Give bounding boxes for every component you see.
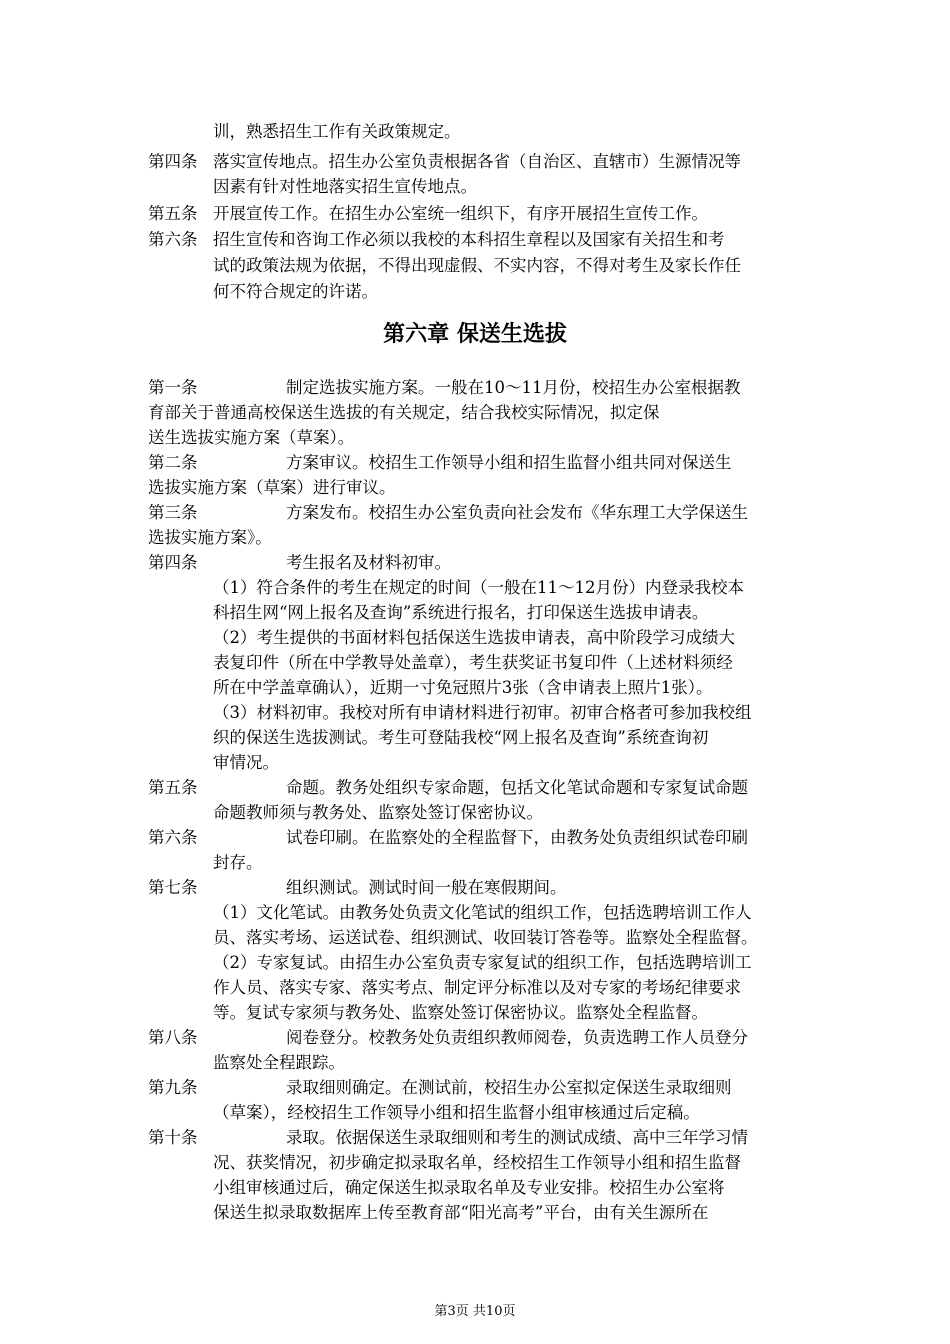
text-line: （1）符合条件的考生在规定的时间（一般在11～12月份）内登录我校本 (213, 578, 744, 597)
text-line: （2）专家复试。由招生办公室负责专家复试的组织工作，包括选聘培训工 (213, 953, 752, 972)
article-label: 第四条 (148, 152, 198, 171)
text-line: 招生宣传和咨询工作必须以我校的本科招生章程以及国家有关招生和考 (213, 230, 725, 249)
article-label: 第四条 (148, 553, 198, 572)
text-line: 录取。依据保送生录取细则和考生的测试成绩、高中三年学习情 (286, 1128, 748, 1147)
text-line: 训，熟悉招生工作有关政策规定。 (213, 122, 461, 141)
text-line: 作人员、落实专家、落实考点、制定评分标准以及对专家的考场纪律要求 (213, 978, 741, 997)
article-label: 第五条 (148, 204, 198, 223)
text-line: 所在中学盖章确认），近期一寸免冠照片3张（含申请表上照片1张）。 (213, 678, 713, 697)
text-line: （1）文化笔试。由教务处负责文化笔试的组织工作，包括选聘培训工作人 (213, 903, 752, 922)
text-line: （3）材料初审。我校对所有申请材料进行初审。初审合格者可参加我校组 (213, 703, 752, 722)
text-line: （2）考生提供的书面材料包括保送生选拔申请表，高中阶段学习成绩大 (213, 628, 735, 647)
text-line: 方案发布。校招生办公室负责向社会发布《华东理工大学保送生 (286, 503, 748, 522)
text-line: 审情况。 (213, 753, 279, 772)
text-line: 命题教师须与教务处、监察处签订保密协议。 (213, 803, 543, 822)
text-line: 制定选拔实施方案。一般在10～11月份，校招生办公室根据教 (286, 378, 741, 397)
text-line: 组织测试。测试时间一般在寒假期间。 (286, 878, 567, 897)
chapter-title: 第六章 保送生选拔 (383, 321, 567, 347)
text-line: 小组审核通过后，确定保送生拟录取名单及专业安排。校招生办公室将 (213, 1178, 725, 1197)
article-label: 第十条 (148, 1128, 198, 1147)
text-line: 表复印件（所在中学教导处盖章），考生获奖证书复印件（上述材料须经 (213, 653, 733, 672)
text-line: 试卷印刷。在监察处的全程监督下，由教务处负责组织试卷印刷 (286, 828, 748, 847)
article-label: 第三条 (148, 503, 198, 522)
text-line: 员、落实考场、运送试卷、组织测试、收回装订答卷等。监察处全程监督。 (213, 928, 758, 947)
text-line: 因素有针对性地落实招生宣传地点。 (213, 177, 477, 196)
text-line: （草案），经校招生工作领导小组和招生监督小组审核通过后定稿。 (213, 1103, 700, 1122)
page-number: 第3页 共10页 (434, 1304, 516, 1319)
article-label: 第五条 (148, 778, 198, 797)
text-line: 选拔实施方案》。 (148, 528, 272, 547)
text-line: 开展宣传工作。在招生办公室统一组织下，有序开展招生宣传工作。 (213, 204, 708, 223)
text-line: 考生报名及材料初审。 (286, 553, 451, 572)
article-label: 第六条 (148, 230, 198, 249)
text-line: 监察处全程跟踪。 (213, 1053, 345, 1072)
article-label: 第七条 (148, 878, 198, 897)
article-label: 第九条 (148, 1078, 198, 1097)
text-line: 命题。教务处组织专家命题，包括文化笔试命题和专家复试命题 (286, 778, 748, 797)
text-line: 科招生网“网上报名及查询”系统进行报名，打印保送生选拔申请表。 (213, 603, 709, 622)
text-line: 录取细则确定。在测试前，校招生办公室拟定保送生录取细则 (286, 1078, 732, 1097)
text-line: 落实宣传地点。招生办公室负责根据各省（自治区、直辖市）生源情况等 (213, 152, 741, 171)
text-line: 封存。 (213, 853, 263, 872)
text-line: 等。复试专家须与教务处、监察处签订保密协议。监察处全程监督。 (213, 1003, 708, 1022)
article-label: 第一条 (148, 378, 198, 397)
text-line: 送生选拔实施方案（草案）。 (148, 428, 355, 447)
text-line: 选拔实施方案（草案）进行审议。 (148, 478, 396, 497)
text-line: 保送生拟录取数据库上传至教育部“阳光高考”平台，由有关生源所在 (213, 1203, 709, 1222)
text-line: 况、获奖情况，初步确定拟录取名单，经校招生工作领导小组和招生监督 (213, 1153, 741, 1172)
text-line: 阅卷登分。校教务处负责组织教师阅卷，负责选聘工作人员登分 (286, 1028, 748, 1047)
text-line: 织的保送生选拔测试。考生可登陆我校“网上报名及查询”系统查询初 (213, 728, 709, 747)
article-label: 第八条 (148, 1028, 198, 1047)
article-label: 第二条 (148, 453, 198, 472)
text-line: 方案审议。校招生工作领导小组和招生监督小组共同对保送生 (286, 453, 732, 472)
text-line: 试的政策法规为依据，不得出现虚假、不实内容，不得对考生及家长作任 (213, 256, 741, 275)
text-line: 何不符合规定的许诺。 (213, 282, 378, 301)
text-line: 育部关于普通高校保送生选拔的有关规定，结合我校实际情况，拟定保 (148, 403, 660, 422)
article-label: 第六条 (148, 828, 198, 847)
